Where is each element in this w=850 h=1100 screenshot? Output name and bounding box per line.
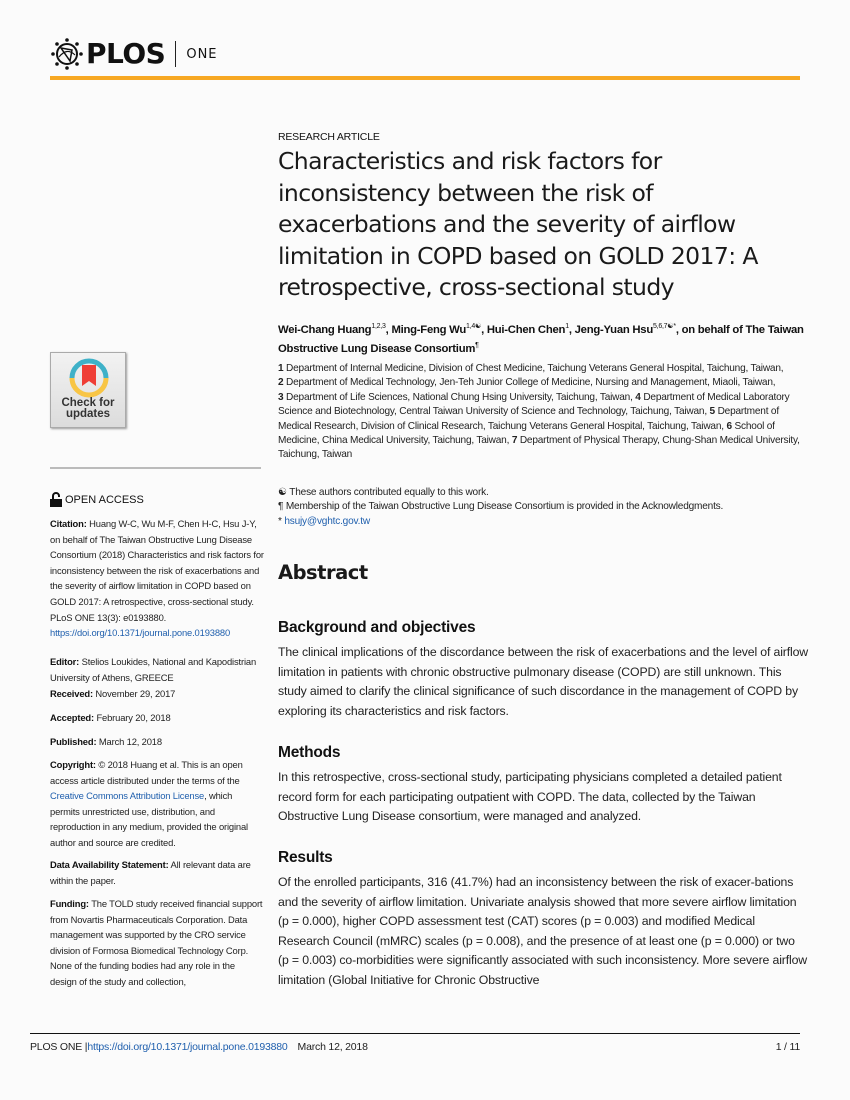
affil-num: 1 — [278, 363, 284, 374]
section-text-methods: In this retrospective, cross-sectional study, participating physicians completed a detailed patient record form for each participating outpatient with COPD. The data, collected by the Taiwan Obstructive Lung Disease consortium, were managed and analyzed. — [278, 770, 782, 824]
citation-label: Citation: — [50, 518, 87, 529]
accepted-block — [50, 710, 264, 726]
data-availability-label: Data Availability Statement: — [50, 859, 169, 870]
citation-text: Huang W-C, Wu M-F, Chen H-C, Hsu J-Y, on behalf of The Taiwan Obstructive Lung Disease Consortium (2018) Characteristics and risk factors for inconsistency between the risk of exacerbations and the severity of airflow limitation in COPD based on GOLD 2017: A retrospective, cross-sectional study. PLoS ONE 13(3): e0193880. — [50, 518, 264, 623]
journal-header — [50, 36, 800, 80]
author-separator: , on behalf of — [675, 323, 746, 336]
crossmark-icon — [67, 358, 111, 398]
abstract-heading: Abstract — [278, 561, 368, 584]
check-for-updates-badge[interactable] — [50, 352, 126, 428]
crossmark-label-line1: Check for — [61, 397, 115, 409]
affil-text: School of Medicine, China Medical University, Taichung, Taiwan, — [278, 420, 775, 447]
author-list — [278, 319, 808, 357]
published-date: March 12, 2018 — [98, 736, 162, 747]
affil-text: Department of Internal Medicine, Division of Chest Medicine, Taichung Veterans General Hospital, Taichung, Taiwan, — [286, 363, 784, 374]
footer-journal: PLOS ONE | — [30, 1041, 88, 1053]
author-separator: , — [481, 323, 487, 336]
data-availability-text: All relevant data are within the paper. — [50, 859, 251, 886]
author-affil-sup: ¶ — [475, 341, 479, 349]
section-heading-background: Background and objectives — [278, 619, 476, 636]
received-label: Received: — [50, 688, 93, 699]
corresponding-note — [278, 515, 808, 529]
affil-num: 5 — [709, 406, 715, 418]
page-footer — [30, 1041, 800, 1053]
page-number: 1 / 11 — [775, 1041, 800, 1053]
received-block — [50, 686, 264, 702]
corresponding-email-link[interactable]: hsujy@vghtc.gov.tw — [284, 515, 370, 527]
article-type: RESEARCH ARTICLE — [278, 131, 380, 143]
journal-subname: ONE — [186, 46, 218, 62]
consortium-name[interactable]: The Taiwan Obstructive Lung Disease Consortium — [278, 323, 804, 355]
affil-text: Department of Medical Technology, Jen-Teh Junior College of Medicine, Nursing and Management, Miaoli, Taiwan, — [286, 377, 776, 389]
crossmark-label-line2: updates — [65, 408, 111, 420]
affil-text: Department of Medical Laboratory Science and Biotechnology, Central Taiwan University of Science and Technology, Taichung, Taiwan, — [278, 391, 790, 418]
footer-date: March 12, 2018 — [297, 1041, 368, 1053]
copyright-label: Copyright: — [50, 759, 96, 770]
author-name[interactable]: Jeng-Yuan Hsu — [574, 323, 653, 336]
author-affil-sup: 1,2,3 — [371, 323, 386, 330]
journal-name: PLOS — [86, 37, 166, 70]
citation-doi-link[interactable]: https://doi.org/10.1371/journal.pone.0193880 — [50, 627, 231, 639]
affil-num: 7 — [511, 435, 518, 447]
author-separator: , — [568, 323, 575, 336]
published-label: Published: — [50, 736, 97, 747]
equal-contribution-note: ☯ These authors contributed equally to this work. — [278, 487, 489, 498]
received-date: November 29, 2017 — [95, 688, 176, 699]
affil-text: Department of Life Sciences, National Chung Hsing University, Taichung, Taiwan, — [286, 391, 636, 403]
editor-label: Editor: — [50, 656, 80, 667]
copyright-block — [50, 757, 264, 851]
affil-text: Department of Physical Therapy, Chung-Shan Medical University, Taichung, Taiwan — [278, 435, 800, 461]
plos-globe-icon — [50, 37, 84, 71]
funding-label: Funding: — [50, 898, 89, 909]
affil-num: 6 — [726, 420, 732, 432]
open-lock-icon — [50, 492, 62, 507]
section-text-results: Of the enrolled participants, 316 (41.7%) had an inconsistency between the risk of exacer-bations and the severity of airflow limitation. Univariate analysis showed that more severe airflow limitation (p = 0.000), higher COPD assessment test (CAT) scores (p = 0.003) and modified Medical Research Council (mMRC) scales (p = 0.008), and the presence of at least one (p = 0.000) or two (p = 0.003) co-morbidities were significantly associated with such inconsistency. More severe airflow limitation (Global Initiative for Chronic Obstructive — [278, 875, 807, 987]
funding-block — [50, 896, 264, 990]
published-block — [50, 734, 264, 750]
editor-block — [50, 654, 264, 685]
data-availability-block — [50, 857, 264, 888]
affil-text: Department of Medical Research, Division of Clinical Research, Taichung Veterans General Hospital, Taichung, Taiwan, — [278, 406, 779, 432]
editor-text: Stelios Loukides, National and Kapodistrian University of Athens, GREECE — [50, 656, 257, 683]
citation-block — [50, 516, 264, 641]
author-name[interactable]: Wei-Chang Huang — [278, 323, 372, 336]
author-name[interactable]: Ming-Feng Wu — [391, 323, 467, 336]
accepted-label: Accepted: — [50, 712, 94, 723]
section-heading-methods: Methods — [278, 744, 341, 761]
accepted-date: February 20, 2018 — [96, 712, 171, 723]
corresponding-mark: * — [278, 515, 285, 527]
membership-note: ¶ Membership of the Taiwan Obstructive Lung Disease Consortium is provided in the Acknowledgments. — [278, 501, 724, 513]
affil-num: 4 — [635, 391, 641, 403]
header-accent-rule — [50, 76, 800, 80]
author-affil-sup: 1,4☯ — [466, 323, 482, 330]
article-title: Characteristics and risk factors for inconsistency between the risk of exacerbations and the severity of airflow limitation in COPD based on GOLD 2017: A retrospective, cross-sectional study — [278, 147, 758, 302]
author-separator: , — [385, 323, 392, 336]
logo-divider — [175, 41, 176, 67]
footer-doi-link[interactable]: https://doi.org/10.1371/journal.pone.0193880 — [87, 1041, 288, 1053]
section-text-background: The clinical implications of the discordance between the risk of exacerbations and the level of airflow limitation in patients with chronic obstructive pulmonary disease (COPD) are still unknown. This study aimed to clarify the clinical significance of such discordance in the management of COPD by exploring its characteristics and risk factors. — [278, 645, 809, 718]
plos-one-logo[interactable] — [50, 36, 218, 72]
section-heading-results: Results — [278, 849, 333, 866]
footer-rule — [30, 1033, 800, 1034]
affil-num: 3 — [278, 391, 284, 403]
open-access-label — [50, 492, 144, 507]
copyright-text: © 2018 Huang et al. This is an open access article distributed under the terms of the — [50, 759, 243, 786]
copyright-text-end: , which permits unrestricted use, distribution, and reproduction in any medium, provided the original author and source are credited. — [50, 790, 248, 848]
funding-text: The TOLD study received financial support from Novartis Pharmaceuticals Corporation. Data management was supported by the CRO service division of Formosa Biomedical Technology Corp. None of the funding bodies had any role in the design of the study and collection, — [50, 898, 263, 987]
affil-num: 2 — [278, 377, 284, 389]
affiliations — [278, 362, 808, 463]
author-affil-sup: 5,6,7☯* — [652, 323, 676, 330]
sidebar-divider — [50, 467, 261, 469]
author-notes — [278, 486, 808, 529]
cc-license-link[interactable]: Creative Commons Attribution License — [50, 790, 205, 802]
author-name[interactable]: Hui-Chen Chen — [486, 323, 566, 336]
author-affil-sup: 1 — [565, 323, 569, 330]
open-access-text: OPEN ACCESS — [65, 493, 144, 506]
